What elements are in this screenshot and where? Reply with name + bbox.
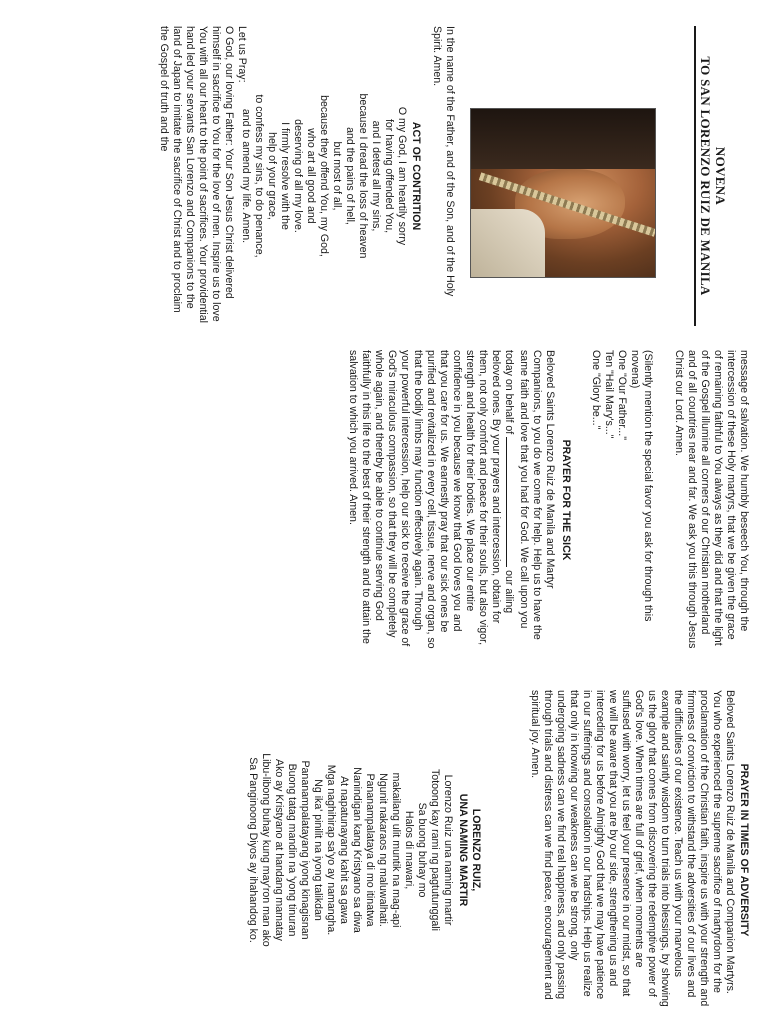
- novena-title-line1: NOVENA: [713, 146, 728, 206]
- portrait-hair: [471, 109, 655, 169]
- saint-portrait-image: [470, 108, 656, 278]
- column-3: [0, 690, 768, 1010]
- act-of-contrition-heading: ACT OF CONTRITION: [410, 121, 422, 231]
- prayer-in-adversity-text: Beloved Saints Lorenzo Ruiz de Manila and Companion Martyrs. You who experienced the supreme sacrifice of martyrdom for the proclamation of the Christian faith, inspire us with your strength and firmness of conviction to withstand the adversities of our lives and the difficulties of our existence. Teach us with your marvelous example and saintly wisdom to turn trials into blessings, by showing us the glory that comes from discovering the redemptive power of God's love. When times are full of grief, when moments are suffused with worry, let us feel your presence in our midst, so that we will be aware that you are by our side, strengthening us and interceding for us before Almighty God that we may have patience in our sufferings and consolation in our hardships. Help us realize that only in knowing our weakness can we be strong, only undergoing sadness can we find real happiness, and only passing through trials and distress can we find peace, encouragement and spiritual joy. Amen.: [529, 690, 736, 1007]
- act-of-contrition-text: O my God, I am heartily sorry for having offended You, and I detest all my sins, because I dread the loss of heaven and the pains of hell, but most of all, because they offend You, my God, who art all good and deserving of all my love. I firmly resolve with the help of your grace, to confess my sins, to do penance, and to amend my life. Amen.: [240, 93, 408, 259]
- column-1: [0, 26, 768, 326]
- prayer-for-the-sick-heading: PRAYER FOR THE SICK: [560, 439, 572, 561]
- let-us-pray-label: Let us Pray:: [236, 26, 248, 83]
- sign-of-the-cross-text: In the name of the Father, and of the Son, and of the Holy Spirit. Amen.: [431, 26, 456, 297]
- let-us-pray-text: O God, our loving Father: Your Son Jesus Christ delivered himself in sacrifice to You for the love of men. Inspire us to love You with all our heart to the point of sacrifices. Your providential hand led your servants San Lorenzo and Companions to the land of Japan to imitate the sacrifice of Christ and to proclaim the Gospel of truth and the: [158, 26, 235, 324]
- portrait-cloth: [470, 209, 545, 278]
- let-us-pray-block: [157, 26, 248, 326]
- name-blank-line: [506, 437, 517, 567]
- sick-text-part2: our ailing beloved ones. By your prayers and intercession, obtain for them, not only comfort and peace for their souls, but also vigor, strength and health for their bodies. We place our entire confidence in you because we know that God loves you and that you care for us. We earnestly pray that our sick ones be purified and revitalized in every cell, tissue, nerve and organ, so that the bodily limbs may function effectively again. Through your powerful intercession, help our sick to receive the grace of God's miraculous compassion, so that they will be completely whole again, and thereby be able to continue serving God faithfully in this life to the best of their strength and to attain the salvation to which you arrived. Amen.: [347, 350, 515, 649]
- novena-title: [694, 26, 728, 326]
- silent-intention-text: (Silently mention the special favor you ask for through this novena) One "Our Father..." Ten "Hail Mary's..." One "Glory be...": [590, 350, 654, 622]
- prayer-in-adversity-heading: PRAYER IN TIMES OF ADVERSITY: [738, 763, 750, 937]
- prayer-for-the-sick-text: [346, 350, 556, 650]
- column-2: [0, 350, 768, 650]
- lorenzo-heading-line2: UNA NAMING MARTIR: [457, 793, 469, 907]
- salvation-prayer-text: message of salvation. We humbly beseech You, through the intercession of these Holy martyrs, that we be given the grace of remaining faithful to You always as they did and that the light of the Gospel illumine all corners of our Christian motherland and of all countries near and far. We ask you this through Jesus Christ our Lord. Amen.: [673, 350, 750, 649]
- novena-title-line2: TO SAN LORENZO RUIZ DE MANILA: [698, 56, 713, 296]
- sick-text-part1: Beloved Saints Lorenzo Ruiz de Manila and Martyr Companions, to you do we come for help. Help us to have the same faith and love that you had for God. We call upon you today on behalf of: [503, 350, 556, 640]
- lorenzo-ruiz-poem-heading: [456, 690, 482, 1010]
- lorenzo-ruiz-poem-text: Lorenzo Ruiz una naming martir Totoong kay rami ng pagtutunggali Sa buong buhay mo Halos di mawari, makailang ulit muntik na mag-api Ngunit nakaraos ng maluwalhati. Pananampalataya di mo itinatwa Nanindigan kang Kristyano sa diwa At napatunayang kahit sa gawa Mga naghihirap sa'yo ay namangha. Ng ika' pinilit na iyong talikdan Pananampalatayang iyong kinagisnan Buong tatag mandin na 'yong tinuran Ako ay Kristyano at handang mamatay Libu-libong buhay kung may'ron man ako Sa Panginoong Diyos ay ihahandog ko.: [247, 753, 454, 947]
- lorenzo-heading-line1: LORENZO RUIZ,: [470, 808, 482, 892]
